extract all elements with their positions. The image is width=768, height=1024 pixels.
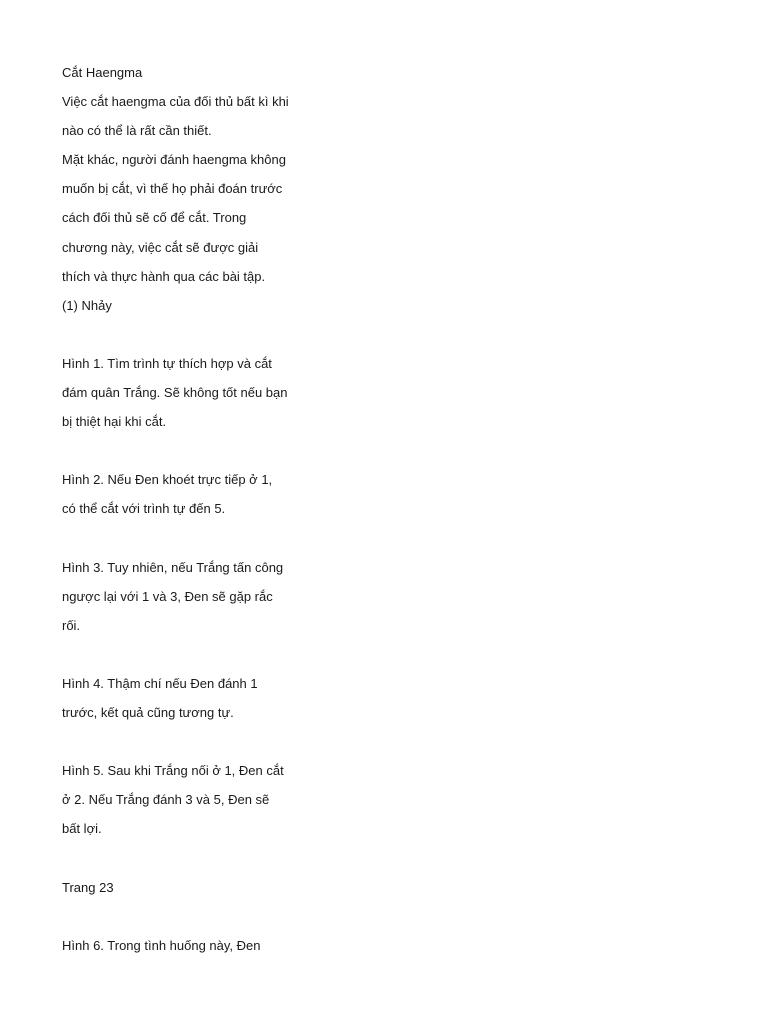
figure-caption-4: Hình 4. Thậm chí nếu Đen đánh 1 xyxy=(62,675,258,691)
text-line: rối. xyxy=(62,617,81,633)
document-page xyxy=(62,58,382,960)
blank-line xyxy=(62,524,382,553)
text-line: trước, kết quả cũng tương tự. xyxy=(62,705,234,721)
text-line: ở 2. Nếu Trắng đánh 3 và 5, Đen sẽ xyxy=(62,792,270,808)
text-line: chương này, việc cắt sẽ được giải xyxy=(62,239,259,255)
blank-line xyxy=(62,436,382,465)
blank-line xyxy=(62,320,382,349)
subsection-heading: (1) Nhảy xyxy=(62,297,112,313)
figure-caption-6: Hình 6. Trong tình huống này, Đen xyxy=(62,937,261,953)
text-line: thích và thực hành qua các bài tập. xyxy=(62,268,266,284)
text-line: cách đối thủ sẽ cố để cắt. Trong xyxy=(62,210,247,226)
figure-caption-1: Hình 1. Tìm trình tự thích hợp và cắt xyxy=(62,355,272,371)
figure-caption-2: Hình 2. Nếu Đen khoét trực tiếp ở 1, xyxy=(62,472,273,488)
blank-line xyxy=(62,902,382,931)
figure-caption-3: Hình 3. Tuy nhiên, nếu Trắng tấn công xyxy=(62,559,284,575)
section-title: Cắt Haengma xyxy=(62,65,143,80)
text-line: đám quân Trắng. Sẽ không tốt nếu bạn xyxy=(62,385,288,401)
blank-line xyxy=(62,640,382,669)
figure-caption-5: Hình 5. Sau khi Trắng nối ở 1, Đen cắt xyxy=(62,763,284,779)
text-line: ngược lại với 1 và 3, Đen sẽ gặp rắc xyxy=(62,588,273,604)
text-line: muốn bị cắt, vì thế họ phải đoán trước xyxy=(62,181,283,197)
blank-line xyxy=(62,727,382,756)
text-line: Việc cắt haengma của đối thủ bất kì khi xyxy=(62,94,289,110)
text-line: nào có thể là rất cần thiết. xyxy=(62,123,212,139)
text-line: bị thiệt hại khi cắt. xyxy=(62,414,167,430)
text-line: bất lợi. xyxy=(62,821,102,837)
text-line: Mặt khác, người đánh haengma không xyxy=(62,152,286,168)
page-number: Trang 23 xyxy=(62,879,114,895)
text-line: có thể cắt với trình tự đến 5. xyxy=(62,501,226,517)
blank-line xyxy=(62,844,382,873)
